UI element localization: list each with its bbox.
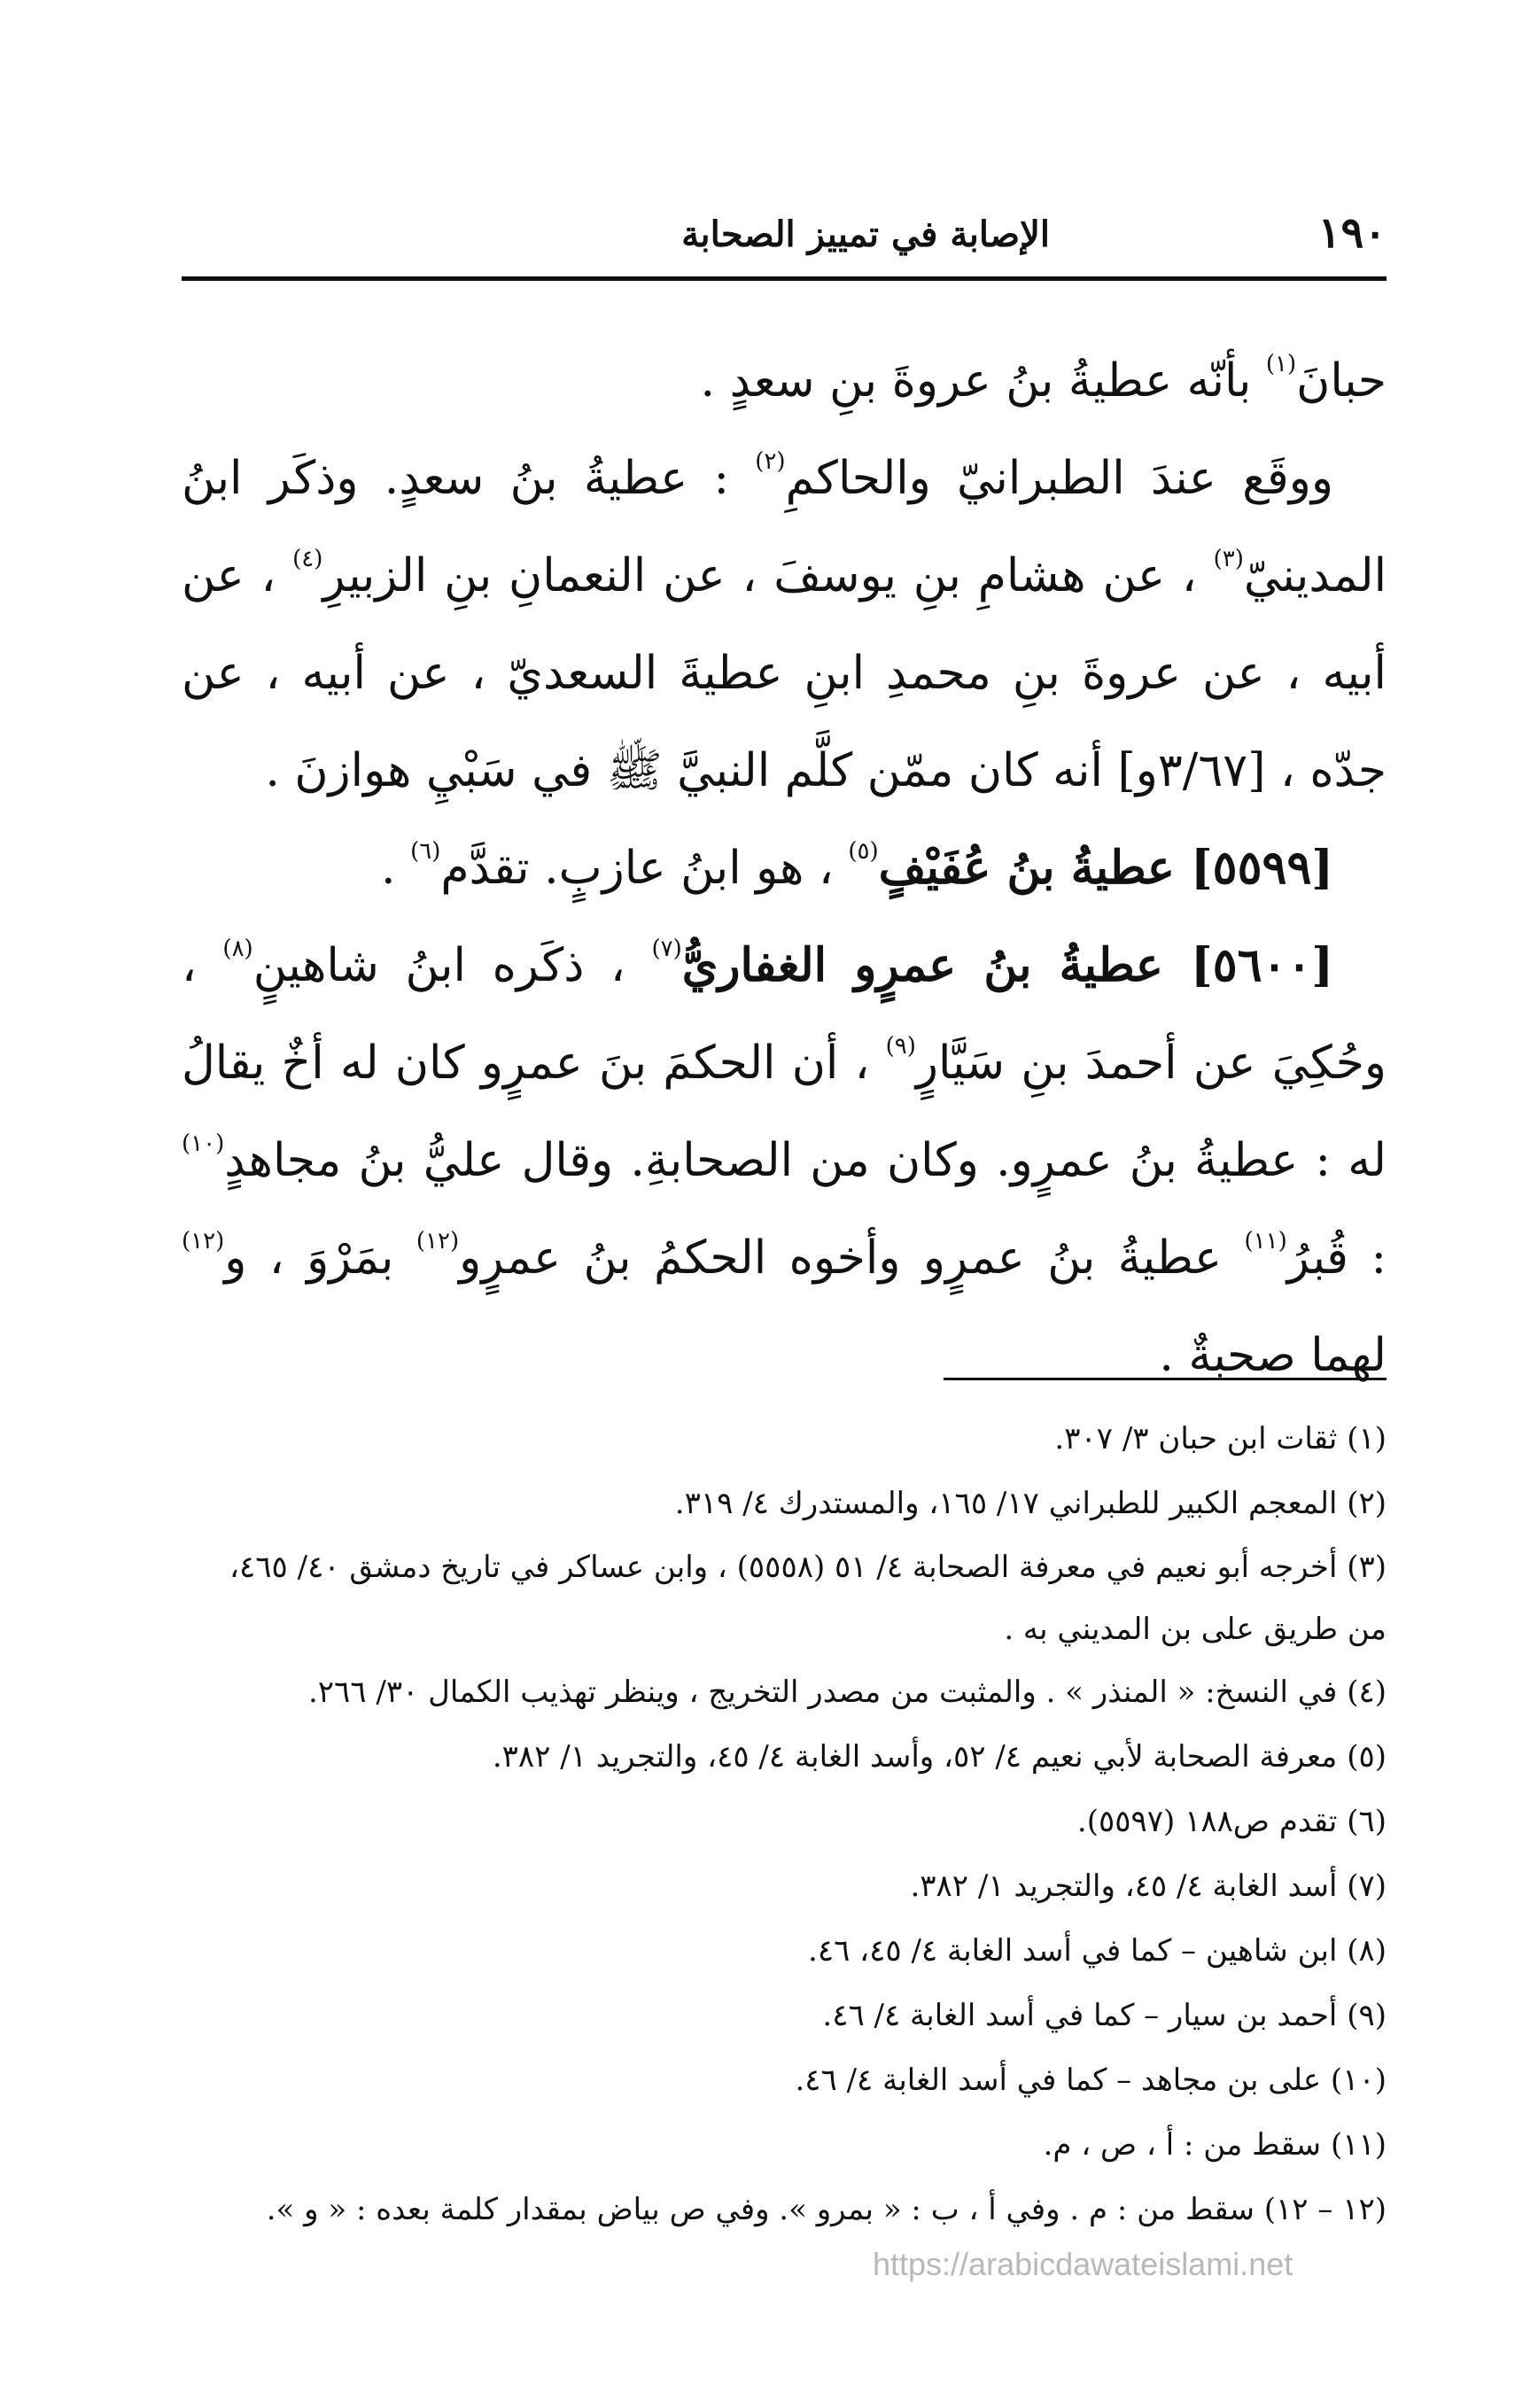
footnote-6: (٦) تقدم ص١٨٨ (٥٥٩٧).: [1076, 1804, 1387, 1839]
entry-heading: [٥٦٠٠] عطيةُ بنُ عمرٍو الغفاريُّ: [681, 938, 1334, 992]
text-run: : قُبرُ: [1286, 1231, 1387, 1285]
text-run: : عطيةُ بنُ سعدٍ. وذكَر ابنُ المدينيّ: [182, 452, 1387, 602]
footnote-11: (١١) سقط من : أ ، ص ، م.: [1043, 2127, 1387, 2163]
footnote-5: (٥) معرفة الصحابة لأبي نعيم ٤/ ٥٢، وأسد الغابة ٤/ ٤٥، والتجريد ١/ ٣٨٢.: [492, 1739, 1387, 1775]
entry-5599: [182, 819, 1387, 917]
text-run: عطيةُ بنُ عمرٍو وأخوه الحكمُ بنُ عمرٍو: [459, 1231, 1245, 1285]
footnote-marker: (١): [1265, 351, 1297, 377]
footnote-4: (٤) في النسخ: « المنذر » . والمثبت من مصدر التخريج ، وينظر تهذيب الكمال ٣٠/ ٢٦٦.: [307, 1674, 1387, 1710]
book-page: [182, 0, 1387, 2408]
footnote-marker: (٩): [885, 1033, 916, 1060]
footnote-marker: (٢): [755, 448, 786, 475]
text-run: ووقَع عندَ الطبرانيّ والحاكمِ: [785, 452, 1333, 505]
text-run: بأنّه عطيةُ بنُ عروةَ بنِ سعدٍ .: [700, 354, 1266, 408]
entry-5600: [182, 917, 1387, 1404]
footnote-7: (٧) أسد الغابة ٤/ ٤٥، والتجريد ١/ ٣٨٢.: [910, 1868, 1387, 1904]
text-run: ، عن هشامِ بنِ يوسفَ ، عن النعمانِ بنِ الزبيرِ: [322, 549, 1214, 602]
text-run: لهما صحبةٌ .: [1159, 1329, 1387, 1382]
footnote-10: (١٠) على بن مجاهد – كما في أسد الغابة ٤/ ٤٦.: [795, 2062, 1387, 2098]
text-run: بمَرْوَ ، و: [224, 1231, 416, 1285]
footnote-2: (٢) المعجم الكبير للطبراني ١٧/ ١٦٥، والمستدرك ٤/ ٣١٩.: [674, 1486, 1387, 1521]
footnote-marker: (١١): [1244, 1228, 1287, 1254]
footnote-12: (١٢ – ١٢) سقط من : م . وفي أ ، ب : « بمرو ». وفي ص بياض بمقدار كلمة بعده : « و ».: [266, 2192, 1387, 2227]
footnote-8: (٨) ابن شاهين – كما في أسد الغابة ٤/ ٤٥، ٤٦.: [808, 1933, 1387, 1969]
text-run: ، ذكَره ابنُ شاهينٍ: [252, 939, 652, 992]
text-run: ، عن أبيه ، عن عروةَ بنِ محمدِ ابنِ عطيةَ السعديّ ، عن أبيه ، عن جدّه ، [٣/٦٧و] أنه كان ممّن كلَّم النبيَّ ﷺ في سَبْيِ هوازنَ .: [182, 549, 1387, 797]
text-run: ، أن الحكمَ بنَ عمرٍو كان له أخٌ يقالُ له : عطيةُ بنُ عمرٍو. وكان من الصحابةِ. وقال عليُّ بنُ مجاهدٍ: [182, 1037, 1387, 1187]
footnote-separator: [944, 1378, 1387, 1380]
header-rule: [182, 276, 1387, 281]
page-number: ١٩٠: [1317, 208, 1387, 258]
source-watermark: https://arabicdawateislami.net: [873, 2246, 1293, 2282]
running-title: الإصابة في تمييز الصحابة: [681, 214, 1050, 255]
footnote-marker: (١٢): [182, 1228, 225, 1254]
footnotes: [182, 1407, 1387, 2242]
footnote-marker: (١٢): [416, 1228, 460, 1254]
footnote-marker: (٥): [848, 838, 879, 865]
footnote-marker: (٨): [222, 936, 253, 962]
footnote-marker: (٧): [651, 936, 682, 962]
paragraph-narration: [182, 430, 1387, 819]
footnote-marker: (٣): [1213, 546, 1244, 572]
footnote-marker: (١٠): [182, 1130, 225, 1157]
main-text: [182, 332, 1387, 1404]
footnote-marker: (٦): [410, 838, 441, 865]
text-run: ، هو ابنُ عازبٍ. تقدَّم: [440, 842, 849, 895]
page-header: [182, 208, 1387, 261]
footnote-1: (١) ثقات ابن حبان ٣/ ٣٠٧.: [1054, 1421, 1387, 1456]
footnote-3: (٣) أخرجه أبو نعيم في معرفة الصحابة ٤/ ٥١ (٥٥٥٨) ، وابن عساكر في تاريخ دمشق ٤٠/ ٤٦٥، من طريق على بن المديني به .: [229, 1550, 1387, 1647]
text-run: ، وحُكِيَ عن أحمدَ بنِ سَيَّارٍ: [182, 939, 1387, 1090]
footnote-marker: (٤): [292, 546, 323, 572]
paragraph-continuation: [182, 332, 1387, 430]
footnote-9: (٩) أحمد بن سيار – كما في أسد الغابة ٤/ ٤٦.: [822, 1998, 1387, 2033]
text-run: حبانَ: [1296, 354, 1387, 408]
text-run: .: [381, 842, 411, 895]
entry-heading: [٥٥٩٩] عطيةُ بنُ عُفَيْفٍ: [878, 841, 1333, 895]
